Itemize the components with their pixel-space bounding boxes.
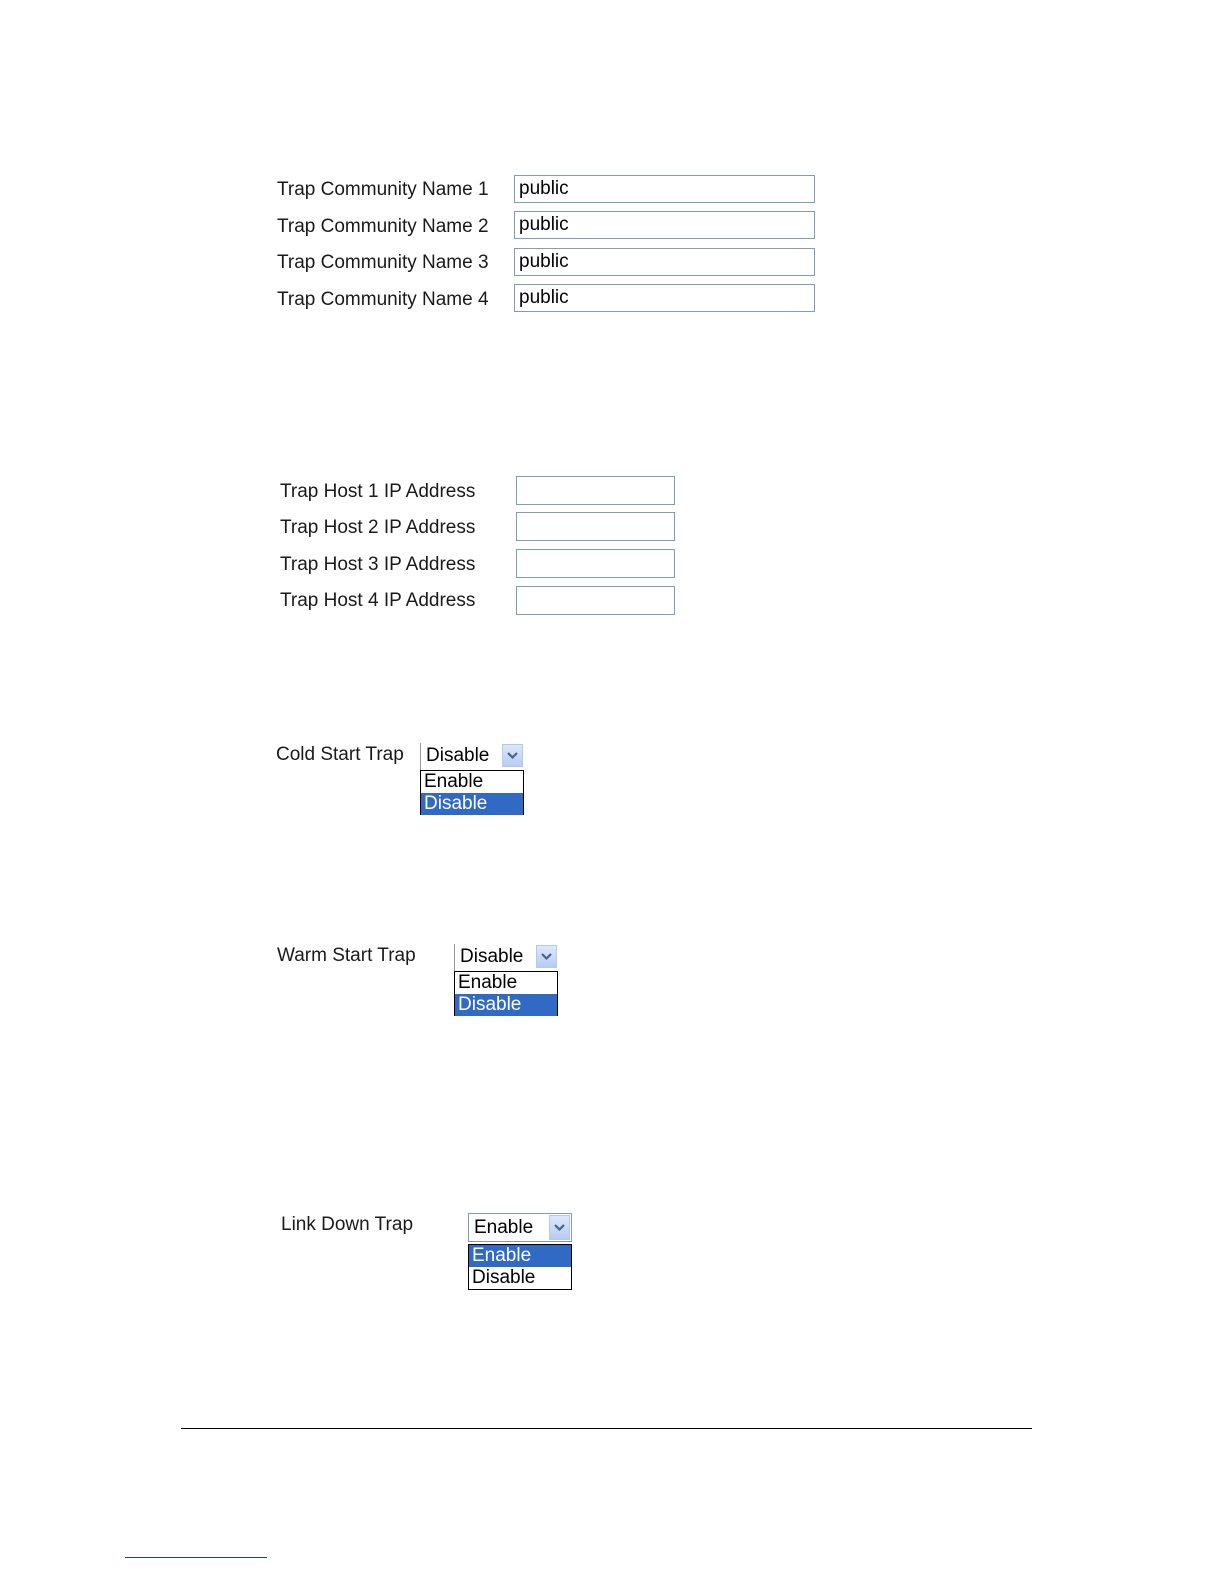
warm-start-trap-dropdown[interactable] bbox=[454, 944, 558, 1016]
trap-host-1-input[interactable] bbox=[516, 476, 675, 505]
cold-start-trap-dropdown[interactable] bbox=[420, 743, 524, 815]
trap-host-4-input[interactable] bbox=[516, 586, 675, 615]
link-down-trap-label: Link Down Trap bbox=[281, 1214, 414, 1235]
community-name-3-label: Trap Community Name 3 bbox=[277, 252, 489, 273]
trap-host-3-label: Trap Host 3 IP Address bbox=[280, 554, 476, 575]
cold-start-option-enable[interactable]: Enable bbox=[424, 771, 484, 792]
cold-start-selected-value: Disable bbox=[426, 745, 490, 766]
link-down-trap-options bbox=[468, 1244, 572, 1290]
community-name-1-input[interactable]: public bbox=[514, 175, 815, 203]
link-down-trap-dropdown[interactable] bbox=[468, 1213, 572, 1290]
link-down-selected-value: Enable bbox=[474, 1217, 534, 1238]
community-name-4-label: Trap Community Name 4 bbox=[277, 289, 489, 310]
warm-start-trap-label: Warm Start Trap bbox=[277, 945, 416, 966]
warm-start-trap-options bbox=[454, 971, 558, 1016]
community-name-2-label: Trap Community Name 2 bbox=[277, 216, 489, 237]
warm-start-option-disable[interactable]: Disable bbox=[455, 994, 557, 1016]
warm-start-trap-select[interactable] bbox=[454, 944, 558, 971]
trap-host-3-input[interactable] bbox=[516, 549, 675, 578]
warm-start-selected-value: Disable bbox=[460, 946, 524, 967]
trap-host-2-input[interactable] bbox=[516, 512, 675, 541]
chevron-down-icon[interactable] bbox=[502, 744, 523, 767]
chevron-down-icon[interactable] bbox=[549, 1215, 570, 1240]
footer-link-underline bbox=[125, 1557, 267, 1558]
community-name-3-input[interactable]: public bbox=[514, 248, 815, 276]
page-divider bbox=[181, 1428, 1032, 1429]
cold-start-trap-options bbox=[420, 770, 524, 815]
warm-start-option-enable[interactable]: Enable bbox=[458, 972, 518, 993]
community-name-2-input[interactable]: public bbox=[514, 211, 815, 239]
link-down-option-enable[interactable]: Enable bbox=[469, 1245, 571, 1267]
link-down-trap-select[interactable] bbox=[468, 1213, 572, 1242]
trap-host-1-label: Trap Host 1 IP Address bbox=[280, 481, 476, 502]
trap-host-4-label: Trap Host 4 IP Address bbox=[280, 590, 476, 611]
trap-host-2-label: Trap Host 2 IP Address bbox=[280, 517, 476, 538]
community-name-1-label: Trap Community Name 1 bbox=[277, 179, 489, 200]
chevron-down-icon[interactable] bbox=[536, 945, 557, 968]
link-down-option-disable[interactable]: Disable bbox=[472, 1267, 536, 1288]
cold-start-option-disable[interactable]: Disable bbox=[421, 793, 523, 815]
community-name-4-input[interactable]: public bbox=[514, 284, 815, 312]
cold-start-trap-label: Cold Start Trap bbox=[276, 744, 404, 765]
cold-start-trap-select[interactable] bbox=[420, 743, 524, 770]
